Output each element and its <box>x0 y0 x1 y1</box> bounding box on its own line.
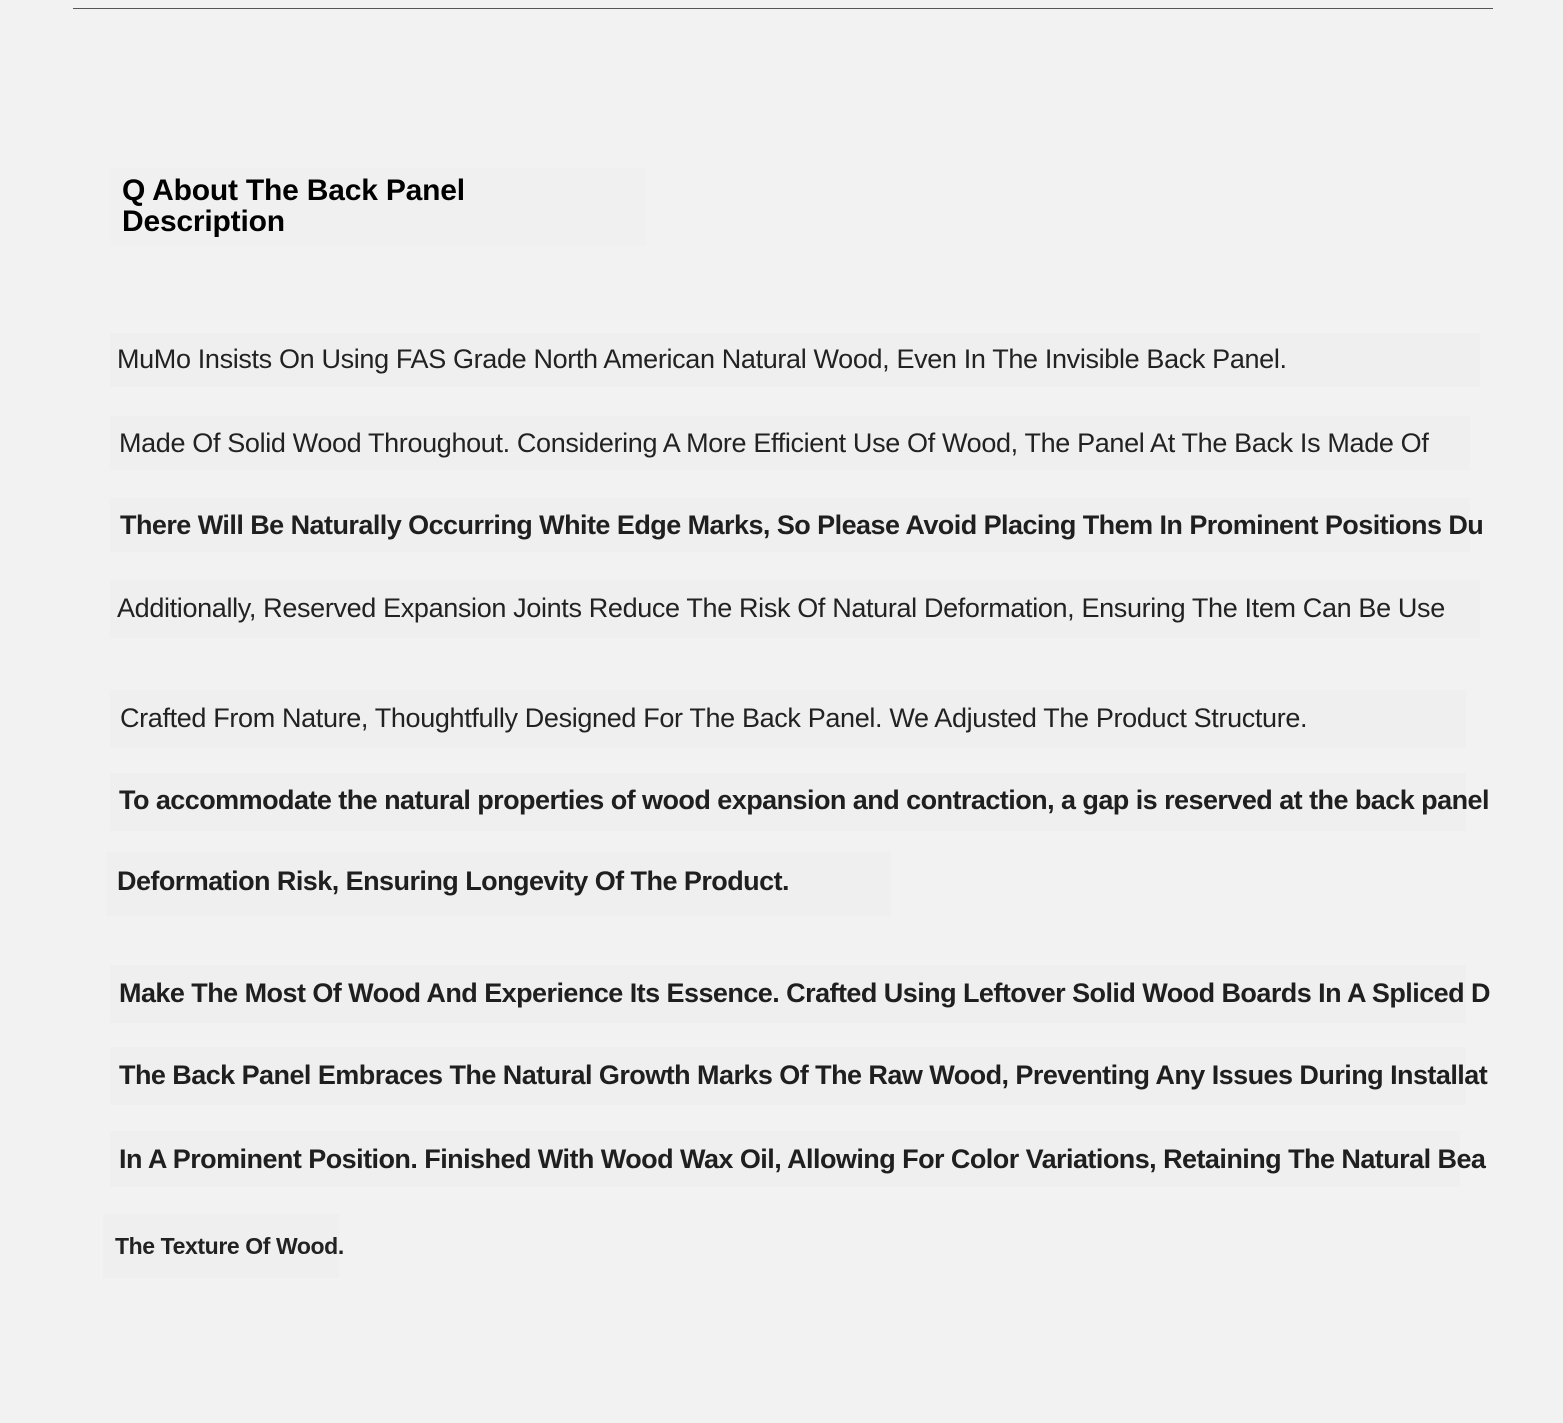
paragraph-text: The Texture Of Wood. <box>115 1233 344 1259</box>
paragraph-line <box>0 426 1563 460</box>
paragraph-line <box>0 1142 1563 1176</box>
paragraph-text: MuMo Insists On Using FAS Grade North American Natural Wood, Even In The Invisible Back Panel. <box>117 344 1287 374</box>
paragraph-line <box>0 1231 1563 1261</box>
paragraph-line <box>0 342 1563 376</box>
paragraph-text: The Back Panel Embraces The Natural Growth Marks Of The Raw Wood, Preventing Any Issues During Installat <box>119 1060 1488 1090</box>
paragraph-line <box>0 976 1563 1010</box>
paragraph-line <box>0 783 1563 817</box>
section-heading: Q About The Back Panel Description <box>122 174 465 238</box>
paragraph-text: To accommodate the natural properties of wood expansion and contraction, a gap is reserved at the back panel <box>119 785 1489 815</box>
paragraph-text: Make The Most Of Wood And Experience Its Essence. Crafted Using Leftover Solid Wood Boards In A Spliced D <box>119 978 1490 1008</box>
paragraph-text: In A Prominent Position. Finished With Wood Wax Oil, Allowing For Color Variations, Retaining The Natural Bea <box>119 1144 1486 1174</box>
paragraph-line <box>0 1058 1563 1092</box>
paragraph-text: Crafted From Nature, Thoughtfully Designed For The Back Panel. We Adjusted The Product Structure. <box>120 703 1308 733</box>
paragraph-line <box>0 508 1563 542</box>
paragraph-text: Made Of Solid Wood Throughout. Considering A More Efficient Use Of Wood, The Panel At The Back Is Made Of <box>119 428 1429 458</box>
paragraph-text: Deformation Risk, Ensuring Longevity Of The Product. <box>117 866 789 896</box>
paragraph-line <box>0 701 1563 735</box>
paragraph-line <box>0 591 1563 625</box>
paragraph-text: There Will Be Naturally Occurring White Edge Marks, So Please Avoid Placing Them In Prominent Positions Du <box>120 510 1484 540</box>
paragraph-line <box>0 864 1563 898</box>
top-divider <box>73 8 1493 9</box>
paragraph-text: Additionally, Reserved Expansion Joints Reduce The Risk Of Natural Deformation, Ensuring The Item Can Be Use <box>117 593 1445 623</box>
